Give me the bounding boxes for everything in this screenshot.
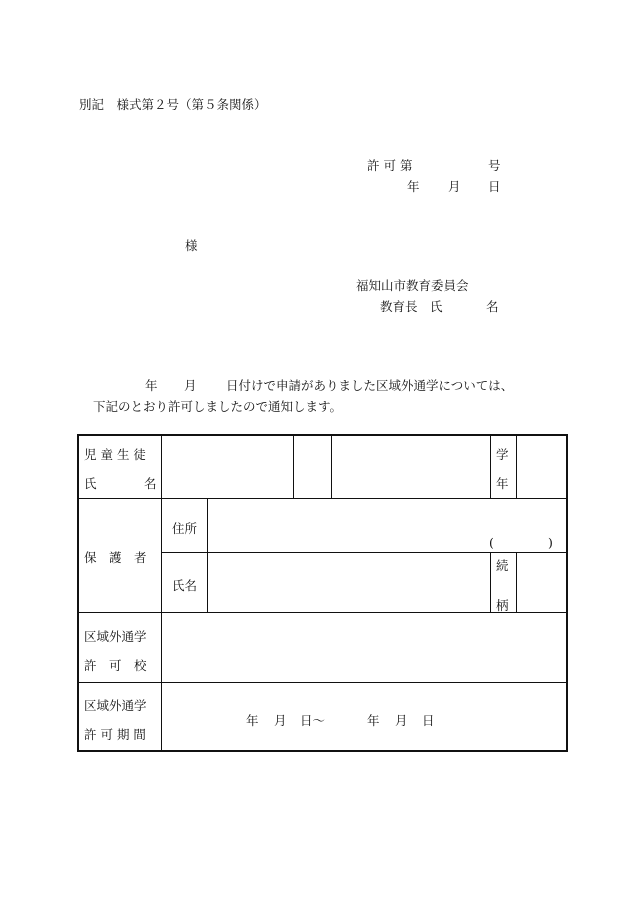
table-line: [293, 436, 294, 498]
form-title: 別記 様式第２号（第５条関係）: [79, 97, 267, 112]
date-day: 日: [488, 179, 501, 194]
body-month: 月: [184, 378, 197, 393]
body-text-line-1: 日付けで申請がありました区域外通学については、: [226, 378, 514, 393]
guardian-name-label: 氏名: [172, 578, 198, 593]
grade-label-1: 学: [496, 447, 509, 462]
period-end-month: 月: [395, 713, 408, 728]
student-label-line-2b: 名: [144, 476, 157, 491]
period-start-day: 日～: [300, 713, 326, 728]
relation-label-2: 柄: [496, 598, 509, 613]
date-month: 月: [448, 179, 461, 194]
grade-label-2: 年: [496, 476, 509, 491]
period-start-year: 年: [246, 713, 259, 728]
address-label: 住所: [172, 521, 198, 536]
body-year: 年: [145, 378, 158, 393]
table-line: [161, 552, 566, 553]
student-label-line-1: 児 童 生 徒: [84, 447, 146, 462]
issuer-title: 教育長 氏: [380, 299, 443, 314]
issuer-board: 福知山市教育委員会: [356, 278, 469, 293]
table-line: [79, 612, 566, 613]
issuer-name-suffix: 名: [486, 299, 499, 314]
guardian-label: 保 護 者: [84, 550, 147, 565]
period-start-month: 月: [274, 713, 287, 728]
table-line: [331, 436, 332, 498]
table-line: [490, 436, 491, 498]
period-label-line-1: 区域外通学: [84, 698, 147, 713]
period-end-day: 日: [422, 713, 435, 728]
table-line: [79, 498, 566, 499]
period-label-line-2: 許 可 期 間: [84, 727, 146, 742]
table-line: [490, 552, 491, 612]
table-line: [207, 498, 208, 612]
table-line: [161, 436, 162, 750]
table-line: [79, 682, 566, 683]
student-label-line-2a: 氏: [84, 476, 97, 491]
school-label-line-2: 許 可 校: [84, 658, 147, 673]
table-line: [516, 436, 517, 498]
permit-number-label: 許 可 第: [367, 158, 413, 173]
relation-label-1: 続: [496, 558, 509, 573]
permit-number-suffix: 号: [488, 158, 501, 173]
period-end-year: 年: [367, 713, 380, 728]
table-line: [516, 552, 517, 612]
date-year: 年: [407, 179, 420, 194]
body-text-line-2: 下記のとおり許可しましたので通知します。: [93, 399, 343, 414]
phone-close-paren: ): [548, 535, 553, 550]
addressee-honorific: 様: [185, 238, 198, 253]
school-label-line-1: 区域外通学: [84, 629, 147, 644]
phone-open-paren: (: [489, 535, 494, 550]
